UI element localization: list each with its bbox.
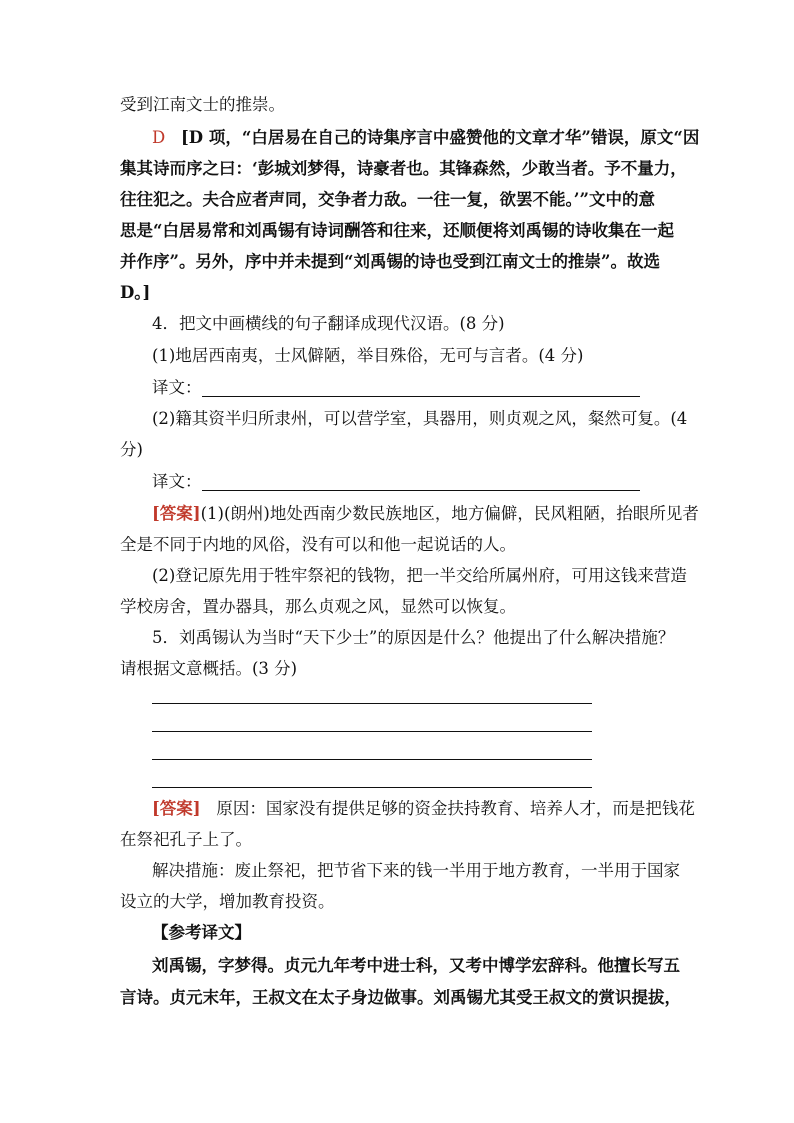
q5-answer-reason-line-2: 在祭祀孔子上了。 xyxy=(120,830,252,849)
q4-answer-blank-2[interactable] xyxy=(202,490,640,491)
q5-answer-blank-4[interactable] xyxy=(152,787,592,788)
q5-answer-measure-line-1: 解决措施：废止祭祀，把节省下来的钱一半用于地方教育，一半用于国家 xyxy=(152,861,680,880)
q4-answer-2-line-1: (2)登记原先用于牲牢祭祀的钱物，把一半交给所属州府，可用这钱来营造 xyxy=(152,566,687,585)
reference-line-2: 言诗。贞元末年，王叔文在太子身边做事。刘禹锡尤其受王叔文的赏识提拔， xyxy=(120,988,681,1007)
q3-explanation-line-6: D。] xyxy=(120,283,151,302)
reference-title: 【参考译文】 xyxy=(152,923,251,942)
q4-sentence-1: (1)地居西南夷，士风僻陋，举目殊俗，无可与言者。(4 分) xyxy=(152,346,584,365)
q5-answer-line-1 xyxy=(152,797,695,821)
q4-answer-line-1 xyxy=(152,502,699,526)
q5-answer-measure-line-2: 设立的大学，增加教育投资。 xyxy=(120,892,335,911)
q3-explanation-line-3: 往往犯之。夫合应者声同，交争者力敌。一往一复，欲罢不能。’”文中的意 xyxy=(120,190,655,209)
q4-title: 4．把文中画横线的句子翻译成现代汉语。(8 分) xyxy=(152,314,505,333)
q5-answer-blank-2[interactable] xyxy=(152,731,592,732)
q3-answer-line-1 xyxy=(152,126,699,150)
q5-title-line-1: 5．刘禹锡认为当时“天下少士”的原因是什么？他提出了什么解决措施？ xyxy=(152,628,675,647)
q5-answer-blank-3[interactable] xyxy=(152,759,592,760)
q3-explanation-start: [D 项，“白居易在自己的诗集序言中盛赞他的文章才华”错误，原文“因 xyxy=(180,128,700,147)
q4-translate-label-2: 译文： xyxy=(152,472,202,491)
q5-title-line-2: 请根据文意概括。(3 分) xyxy=(120,659,298,678)
reference-line-1: 刘禹锡，字梦得。贞元九年考中进士科，又考中博学宏辞科。他擅长写五 xyxy=(152,956,680,975)
q4-answer-1-start: (1)(朗州)地处西南少数民族地区，地方偏僻，民风粗陋，抬眼所见者 xyxy=(200,504,699,523)
q5-answer-reason-start: 原因：国家没有提供足够的资金扶持教育、培养人才，而是把钱花 xyxy=(216,799,695,818)
q3-explanation-line-4: 思是“白居易常和刘禹锡有诗词酬答和往来，还顺便将刘禹锡的诗收集在一起 xyxy=(120,221,674,240)
q4-answer-tag: [答案] xyxy=(152,504,201,523)
q4-answer-2-line-2: 学校房舍，置办器具，那么贞观之风，显然可以恢复。 xyxy=(120,597,516,616)
q5-answer-tag: [答案] xyxy=(152,799,201,818)
q4-translate-label-1: 译文： xyxy=(152,378,202,397)
q4-sentence-2-line-1: (2)籍其资半归所隶州，可以营学室，具器用，则贞观之风，粲然可复。(4 xyxy=(152,409,688,428)
q5-answer-blank-1[interactable] xyxy=(152,703,592,704)
q4-answer-1-line-2: 全是不同于内地的风俗，没有可以和他一起说话的人。 xyxy=(120,535,516,554)
q3-explanation-line-5: 并作序”。另外，序中并未提到“刘禹锡的诗也受到江南文士的推崇”。故选 xyxy=(120,252,660,271)
q3-answer-letter: D xyxy=(152,128,166,147)
intro-line: 受到江南文士的推崇。 xyxy=(120,95,285,114)
q4-sentence-2-line-2: 分) xyxy=(120,440,143,459)
q3-explanation-line-2: 集其诗而序之曰：‘彭城刘梦得，诗豪者也。其锋森然，少敢当者。予不量力， xyxy=(120,159,687,178)
q4-answer-blank-1[interactable] xyxy=(202,396,640,397)
